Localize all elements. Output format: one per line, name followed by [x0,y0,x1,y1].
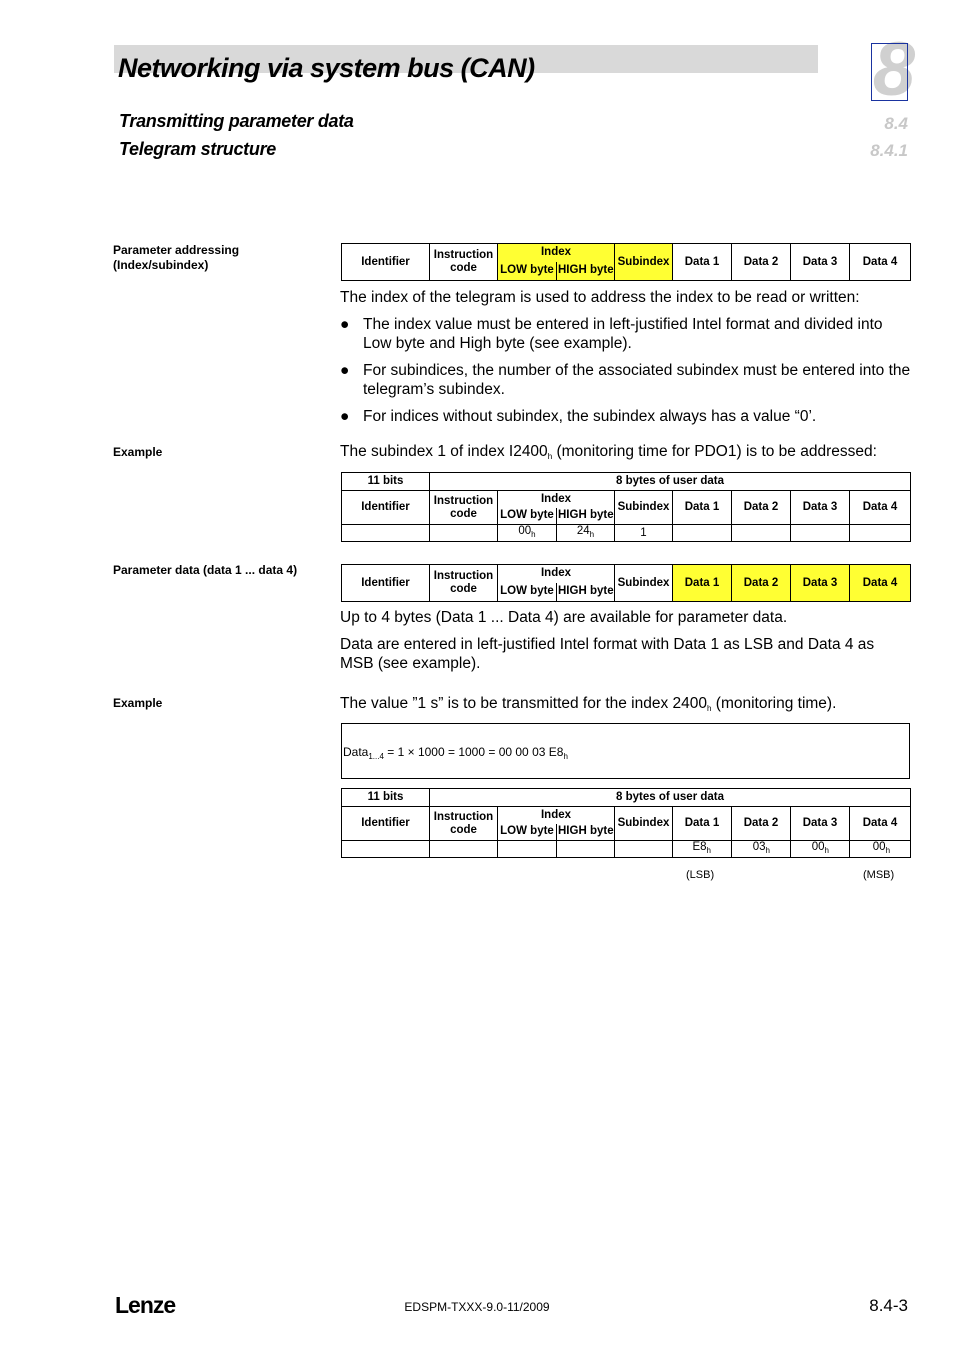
col-identifier: Identifier [342,491,430,525]
label-parameter-addressing: Parameter addressing (Index/subindex) [113,243,240,272]
col-data-2: Data 2 [732,244,791,281]
example-1-text: The subindex 1 of index $I2400_h$ (monitoring time for PDO1) is to be addressed: [340,443,877,461]
col-data-4: Data 4 [850,565,911,602]
telegram-table-parameter-data [341,564,911,602]
subsection-number: 8.4.1 [870,141,908,160]
bullet-text: For subindices, the number of the associated subindex must be entered into the telegram’s subindex. [363,362,911,398]
col-data-2: Data 2 [732,807,791,841]
telegram-table-addressing [341,243,911,281]
col-identifier: Identifier [342,565,430,602]
col-data-3: Data 3 [791,491,850,525]
col-index: Index [498,491,615,508]
telegram-table-example-1 [341,472,911,542]
bullet-text: For indices without subindex, the subindex always has a value “0’. [363,408,817,425]
chapter-frame [871,43,908,101]
label-example-1: Example [113,445,163,459]
page-number: 8.4-3 [869,1296,908,1315]
col-data-1: Data 1 [673,807,732,841]
page-title: Networking via system bus (CAN) [118,53,535,83]
value-high-byte: $24_h$ [557,525,615,542]
lenze-logo: Lenze [115,1292,176,1318]
col-data-4: Data 4 [850,807,911,841]
chapter-number: 8 [872,27,916,112]
col-8-bytes-user-data: 8 bytes of user data [430,473,911,491]
value-low-byte: $00_h$ [498,525,557,542]
bullet-text: The index value must be entered in left-justified Intel format and divided into Low byte and High byte (see example). [363,316,883,352]
col-subindex: Subindex [615,807,673,841]
data-paragraph-1: Up to 4 bytes (Data 1 ... Data 4) are available for parameter data. [340,609,788,626]
lsb-label: (LSB) [686,869,715,881]
col-low-byte: LOW byte [498,824,557,841]
bullet-icon: ● [340,316,350,333]
label-parameter-data: Parameter data (data 1 ... data 4) [113,563,298,577]
col-data-2: Data 2 [732,491,791,525]
col-data-1: Data 1 [673,244,732,281]
col-low-byte: LOW byte [498,262,557,281]
col-data-3: Data 3 [791,565,850,602]
col-index: Index [498,807,615,824]
col-index: Index [498,244,615,262]
value-data-2: $03_h$ [732,841,791,858]
col-low-byte: LOW byte [498,583,557,602]
example-2-text: The value ”1 s” is to be transmitted for the index $2400_h$ (monitoring time). [340,695,837,713]
value-data-4: $00_h$ [850,841,911,858]
col-high-byte: HIGH byte [557,508,615,525]
col-high-byte: HIGH byte [557,262,615,281]
col-instruction-code: Instruction code [430,565,498,602]
bullet-icon: ● [340,408,350,425]
bullet-icon: ● [340,362,350,379]
col-instruction-code: Instruction code [430,491,498,525]
label-example-2: Example [113,696,163,710]
document-id: EDSPM-TXXX-9.0-11/2009 [404,1300,550,1314]
col-subindex: Subindex [615,491,673,525]
telegram-table-example-2 [341,788,911,858]
value-data-3: $00_h$ [791,841,850,858]
col-data-1: Data 1 [673,565,732,602]
col-identifier: Identifier [342,807,430,841]
col-data-2: Data 2 [732,565,791,602]
table-row [342,525,911,542]
col-identifier: Identifier [342,244,430,281]
col-subindex: Subindex [615,244,673,281]
col-11-bits: 11 bits [342,473,430,491]
section-title: Transmitting parameter data [119,111,354,131]
col-instruction-code: Instruction code [430,807,498,841]
msb-label: (MSB) [863,869,895,881]
section-number: 8.4 [884,114,908,133]
col-instruction-code: Instruction code [430,244,498,281]
col-data-3: Data 3 [791,244,850,281]
col-low-byte: LOW byte [498,508,557,525]
formula: Data$_{1...4}$ = 1 × 1000 = 1000 = 00 00 03 $E8_h$ [343,745,568,761]
col-data-4: Data 4 [850,244,911,281]
subsection-title: Telegram structure [119,139,276,159]
table-row [342,841,911,858]
col-high-byte: HIGH byte [557,583,615,602]
value-data-1: $E8_h$ [673,841,732,858]
data-paragraph-2: Data are entered in left-justified Intel format with Data 1 as LSB and Data 4 as MSB (see example). [340,636,875,672]
col-data-1: Data 1 [673,491,732,525]
value-subindex: 1 [615,525,673,542]
intro-text: The index of the telegram is used to address the index to be read or written: [340,289,860,306]
col-index: Index [498,565,615,583]
col-subindex: Subindex [615,565,673,602]
col-11-bits: 11 bits [342,789,430,807]
col-data-3: Data 3 [791,807,850,841]
col-8-bytes-user-data: 8 bytes of user data [430,789,911,807]
col-high-byte: HIGH byte [557,824,615,841]
col-data-4: Data 4 [850,491,911,525]
